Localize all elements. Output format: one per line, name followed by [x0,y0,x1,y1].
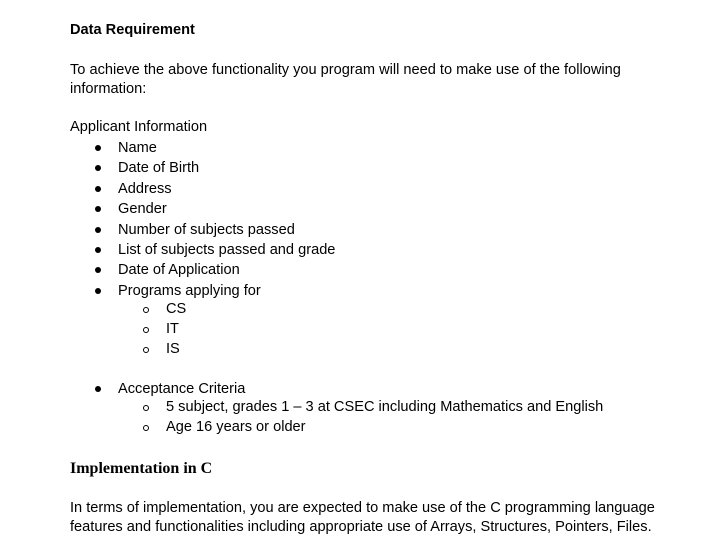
closing-line-2: features and functionalities including appropriate use of Arrays, Structures, Pointers, Files. [70,519,652,535]
bullet-icon [95,158,101,178]
implementation-heading: Implementation in C [70,460,213,477]
circle-bullet-icon [143,300,149,320]
list-item-label: Date of Birth [118,160,200,177]
closing-paragraph [70,499,655,537]
program-label: CS [166,301,187,317]
circle-bullet-icon [143,320,149,340]
acceptance-criteria-sublist [70,398,603,438]
bullet-icon [95,260,101,280]
list-item-label: Address [118,180,172,197]
bullet-icon [95,240,101,260]
applicant-fields-list [70,138,335,301]
list-item [70,220,335,240]
programs-sublist [70,300,186,359]
sublist-item [70,300,186,320]
list-item [70,281,335,301]
list-item-label: Name [118,140,157,156]
intro-line-2: information: [70,81,147,97]
list-item-label: Date of Application [118,262,240,279]
closing-line-1: In terms of implementation, you are expected to make use of the C programming language [70,500,655,516]
intro-paragraph [70,61,621,99]
bullet-icon [95,199,101,219]
list-item-label: Programs applying for [118,282,261,299]
bullet-icon [95,379,101,399]
sublist-item [70,340,186,360]
list-item [70,199,335,219]
list-item-label: Number of subjects passed [118,221,295,238]
applicant-information-label: Applicant Information [70,119,208,135]
acceptance-criteria-list [70,379,245,399]
list-item [70,179,335,199]
bullet-icon [95,281,101,301]
sublist-item [70,398,603,418]
bullet-icon [95,138,101,158]
list-item [70,138,335,158]
list-item-label: Gender [118,201,167,218]
list-item [70,379,245,399]
acceptance-criteria-label: Acceptance Criteria [118,381,246,397]
data-requirement-heading: Data Requirement [70,22,195,38]
criteria-label: 5 subject, grades 1 – 3 at CSEC including Mathematics and English [166,399,604,415]
criteria-label: Age 16 years or older [166,418,306,435]
program-label: IS [166,340,180,357]
sublist-item [70,418,603,438]
list-item [70,260,335,280]
intro-line-1: To achieve the above functionality you program will need to make use of the following [70,62,621,78]
sublist-item [70,320,186,340]
program-label: IT [166,320,179,337]
list-item [70,240,335,260]
bullet-icon [95,179,101,199]
circle-bullet-icon [143,340,149,360]
circle-bullet-icon [143,398,149,418]
circle-bullet-icon [143,418,149,438]
bullet-icon [95,220,101,240]
list-item-label: List of subjects passed and grade [118,241,336,258]
list-item [70,158,335,178]
